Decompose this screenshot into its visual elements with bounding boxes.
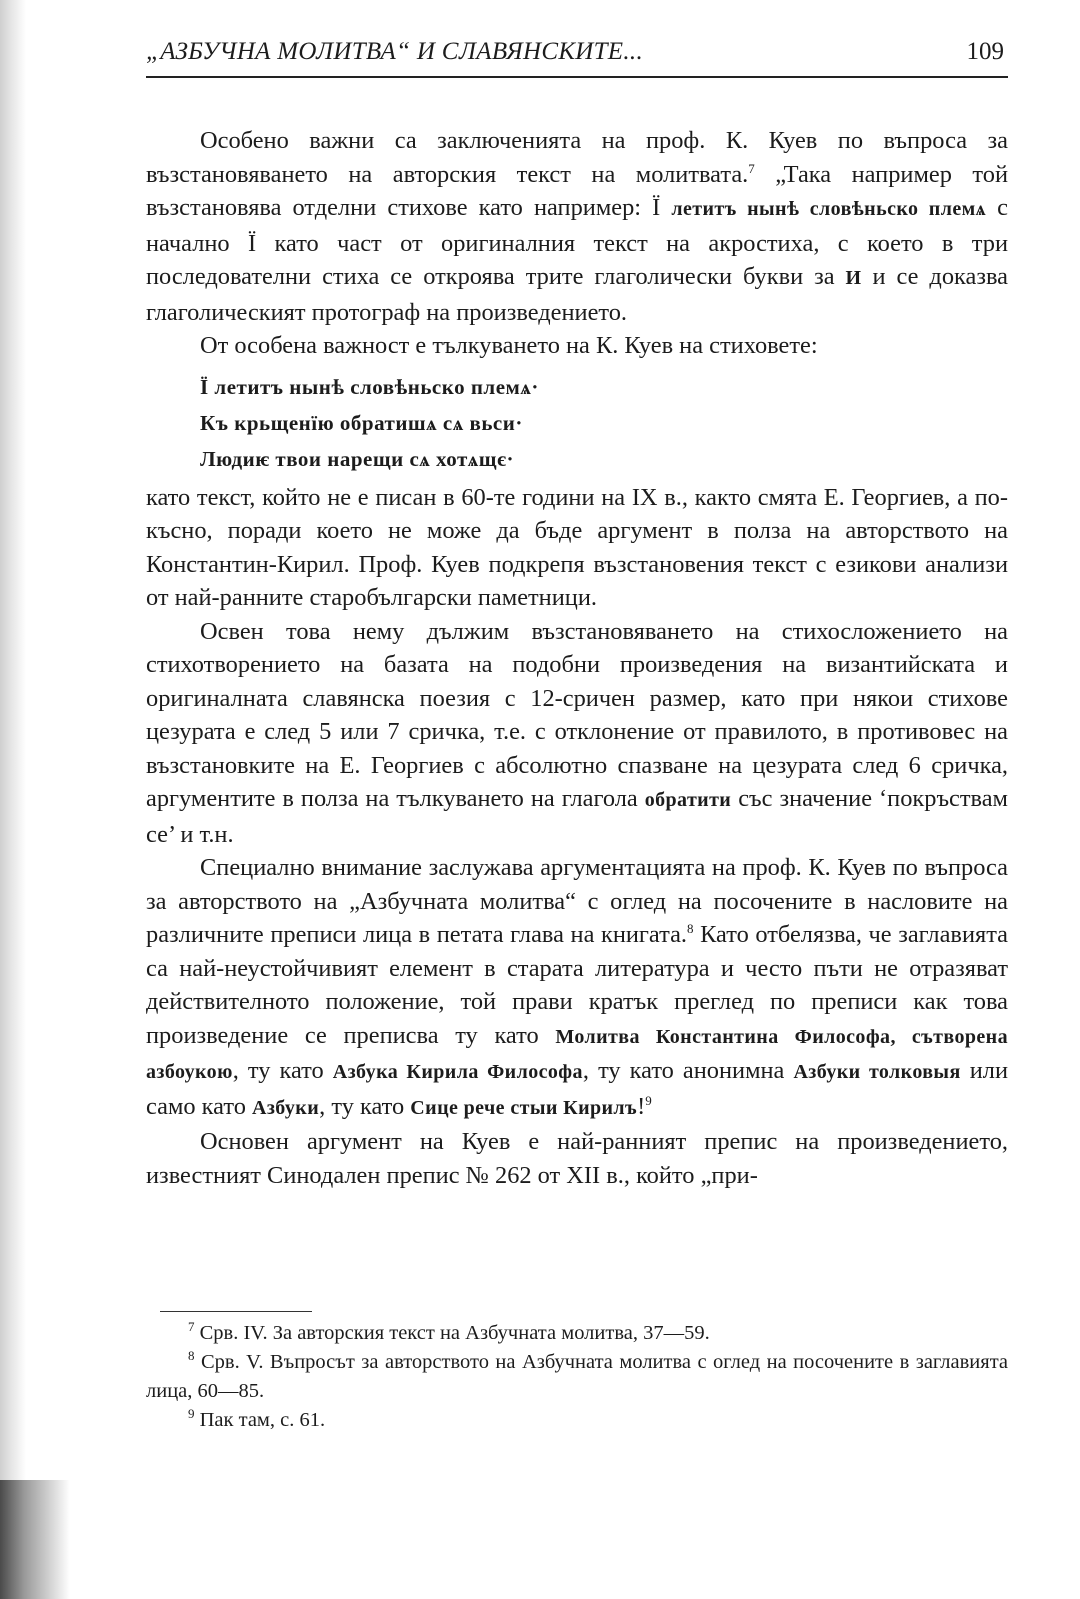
footnote-text: Пак там, с. 61. [194,1409,326,1431]
footnote-number: 9 [188,1406,195,1422]
footnote-text: Срв. IV. За авторския текст на Азбучната молитва, 37—59. [194,1322,710,1344]
footnote-8 [146,1348,1008,1406]
text-run: със значение ‘покръствам се’ и т.н. [146,785,1008,848]
text-run: ! [637,1092,646,1120]
footnote-number: 8 [188,1348,195,1364]
paragraph-2: От особена важност е тълкуването на К. Куев на стиховете: [200,332,818,359]
footnote-7 [146,1319,1008,1348]
text-run: Особено важни са заключенията на проф. К. Куев по въпроса за възстановяването на авторския текст на молитвата. [146,127,1008,188]
page-number: 109 [966,38,1004,65]
old-slavonic-word: обратити [644,789,732,811]
verse-block [200,369,1008,477]
old-slavonic-title: Сице рече стыи Кирилъ [410,1096,638,1119]
old-slavonic-letter: И [845,267,862,289]
footnote-number: 7 [188,1319,195,1335]
verse-line: Къ крьщенїю обратишѧ сѧ вьси· [200,410,523,435]
footnote-ref-8: 8 [687,920,694,936]
paragraph-1 [146,124,1008,329]
old-slavonic-title: Азбуки [251,1096,320,1119]
text-run: с начално Ї като част от оригиналния текст на акростиха, с което в три последователни стиха се откроява трите глаголически букви за [146,194,1008,290]
paragraph-6: Основен аргумент на Куев е най-ранният препис на произведението, известният Синодален препис № 262 от XII в., който „при- [146,1128,1008,1189]
paragraph-3: като текст, който не е писан в 60-те години на IX в., както смята Е. Георгиев, а по-късно, поради което не може да бъде аргумент в полза на авторството на Константин-Кирил. Проф. Куев подкрепя възстановения текст с езикови анализи от най-ранните старобългарски паметници. [146,483,1008,611]
text-run: Като отбелязва, че заглавията са най-неустойчивият елемент в старата литература и често пъти не отразяват действителното положение, той прави кратък преглед по преписи как това произведение се преписва ту като [146,921,1008,1049]
footnote-ref-9: 9 [645,1092,652,1108]
footnote-divider [160,1311,312,1312]
old-slavonic-quote: летитъ нынѣ словѣньско племѧ [671,198,987,220]
book-spine-shadow [0,0,26,1599]
book-spine-shadow-bottom [0,1480,70,1599]
footnote-text: Срв. V. Въпросът за авторството на Азбучната молитва с оглед на посочените в заглавията лица, 60—85. [146,1351,1008,1402]
running-title: „АЗБУЧНА МОЛИТВА“ И СЛАВЯНСКИТЕ... [146,38,644,65]
verse-line: Людиѥ твои нарещи сѧ хотѧщє· [200,446,515,471]
main-text [146,124,1008,1192]
text-run: , ту като анонимна [582,1057,794,1084]
paragraph-4 [146,615,1008,852]
footnotes [146,1319,1008,1435]
footnote-ref-7: 7 [748,160,755,176]
text-run: „Така например той възстановява отделни стихове като например: Ї [146,160,1009,221]
text-run: Специално внимание заслужава аргументацията на проф. К. Куев по въпроса за авторството на „Азбучната молитва“ с оглед на посочените в насловите на различните преписи лица в петата глава на книгата. [146,854,1008,948]
text-run: и се доказва глаголическият протограф на произведението. [146,263,1008,326]
old-slavonic-title: Азбука Кирила Философа [332,1061,583,1083]
footnote-9 [146,1406,1008,1435]
text-run: или само като [146,1057,1008,1120]
old-slavonic-title: Молитва Константина Философа, сътворена азбоукою [146,1025,1008,1083]
running-header [146,36,1008,78]
old-slavonic-title: Азбуки толковыя [793,1061,961,1083]
paragraph-5 [146,851,1008,1125]
text-run: , ту като [232,1057,333,1084]
verse-line: Ї летитъ нынѣ словѣньско племѧ· [200,374,539,399]
text-run: , ту като [319,1092,411,1120]
text-run: Освен това нему дължим възстановяването на стихосложението на стихотворението на базата на подобни произведения на византийската и оригиналната славянска поезия с 12-сричен размер, като при някои стихове цезурата е след 5 или 7 сричка, т.е. с отклонение от правилото, в противовес на възстановките на Е. Георгиев с абсолютно спазване на цезурата след 6 сричка, аргументите в полза на тълкуването на глагола [146,617,1008,812]
